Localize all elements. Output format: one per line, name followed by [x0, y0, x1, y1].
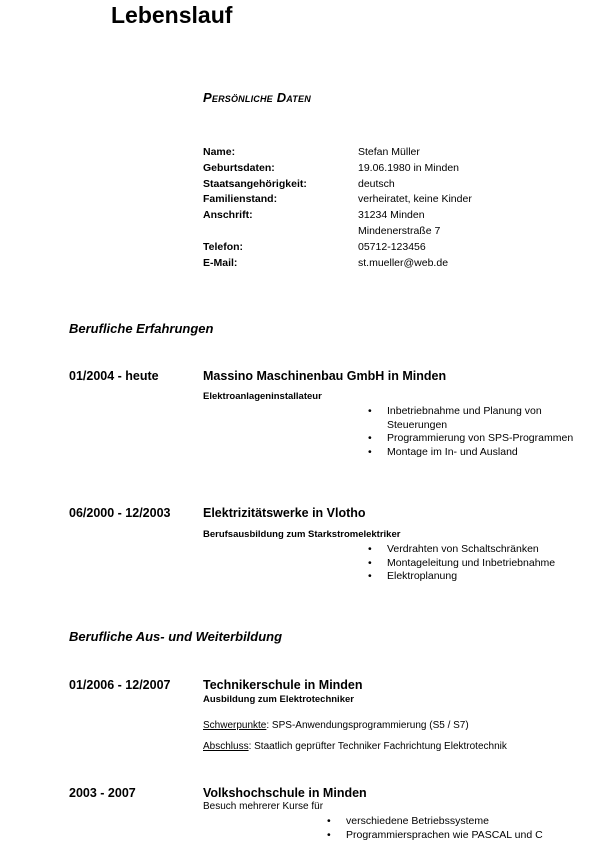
list-item: • Montageleitung und Inbetriebnahme: [368, 556, 556, 569]
list-item: • Elektroplanung: [368, 570, 458, 582]
section-heading-experience: Berufliche Erfahrungen: [69, 321, 214, 336]
education-1-role: Ausbildung zum Elektrotechniker: [203, 694, 354, 705]
value-birth: 19.06.1980 in Minden: [358, 162, 459, 174]
education-1-degree: [203, 741, 507, 752]
bullet-icon: •: [327, 815, 331, 827]
value-phone: 05712-123456: [358, 241, 426, 253]
list-item: • Montage im In- und Ausland: [368, 445, 518, 458]
section-heading-personal: Persönliche Daten: [203, 90, 311, 105]
experience-1-employer: Massino Maschinenbau GmbH in Minden: [203, 369, 447, 383]
focus-label: Schwerpunkte: [203, 720, 267, 731]
education-2-institution: Volkshochschule in Minden: [203, 786, 367, 800]
education-2-period: 2003 - 2007: [69, 786, 136, 800]
label-name: Name:: [203, 146, 236, 158]
bullet-icon: •: [327, 828, 331, 841]
experience-2-employer: Elektrizitätswerke in Vlotho: [203, 506, 366, 520]
education-2-bullets: [327, 815, 586, 842]
experience-2-period: 06/2000 - 12/2003: [69, 506, 171, 520]
experience-2-role: Berufsausbildung zum Starkstromelektriker: [203, 529, 401, 540]
focus-value: : SPS-Anwendungsprogrammierung (S5 / S7): [266, 720, 469, 731]
value-email: st.mueller@web.de: [358, 257, 449, 269]
education-1-period: 01/2006 - 12/2007: [69, 678, 171, 692]
value-address-city: 31234 Minden: [358, 209, 425, 221]
education-1-focus: [203, 720, 469, 731]
document-title: Lebenslauf: [111, 2, 233, 28]
label-family: Familienstand:: [203, 193, 278, 205]
experience-1-period: 01/2004 - heute: [69, 369, 159, 383]
label-email: E-Mail:: [203, 257, 238, 269]
education-2-description: Besuch mehrerer Kurse für: [203, 801, 324, 812]
bullet-icon: •: [368, 445, 372, 458]
bullet-icon: •: [368, 405, 372, 417]
label-phone: Telefon:: [203, 241, 244, 253]
label-birth: Geburtsdaten:: [203, 162, 275, 174]
bullet-icon: •: [368, 543, 372, 555]
section-heading-education: Berufliche Aus- und Weiterbildung: [69, 629, 283, 644]
experience-1-bullets: [368, 405, 577, 459]
bullet-icon: •: [368, 432, 372, 444]
list-item: • Inbetriebnahme und Planung von Steuerungen: [368, 405, 542, 431]
experience-2-bullets: [368, 543, 587, 584]
education-1-institution: Technikerschule in Minden: [203, 678, 363, 692]
value-nationality: deutsch: [358, 178, 395, 190]
bullet-icon: •: [368, 556, 372, 569]
value-address-street: Mindenerstraße 7: [358, 225, 441, 237]
label-address: Anschrift:: [203, 209, 253, 221]
value-family: verheiratet, keine Kinder: [358, 193, 472, 205]
degree-label: Abschluss: [203, 741, 249, 752]
experience-1-role: Elektroanlageninstallateur: [203, 391, 322, 402]
label-nationality: Staatsangehörigkeit:: [203, 178, 307, 190]
list-item: • Verdrahten von Schaltschränken: [368, 543, 539, 555]
list-item: • verschiedene Betriebssysteme: [327, 815, 489, 827]
list-item: • Programmierung von SPS-Programmen: [368, 432, 574, 444]
degree-value: : Staatlich geprüfter Techniker Fachrichtung Elektrotechnik: [248, 741, 507, 752]
bullet-icon: •: [368, 570, 372, 582]
value-name: Stefan Müller: [358, 146, 420, 158]
list-item: • Programmiersprachen wie PASCAL und C: [327, 828, 543, 841]
